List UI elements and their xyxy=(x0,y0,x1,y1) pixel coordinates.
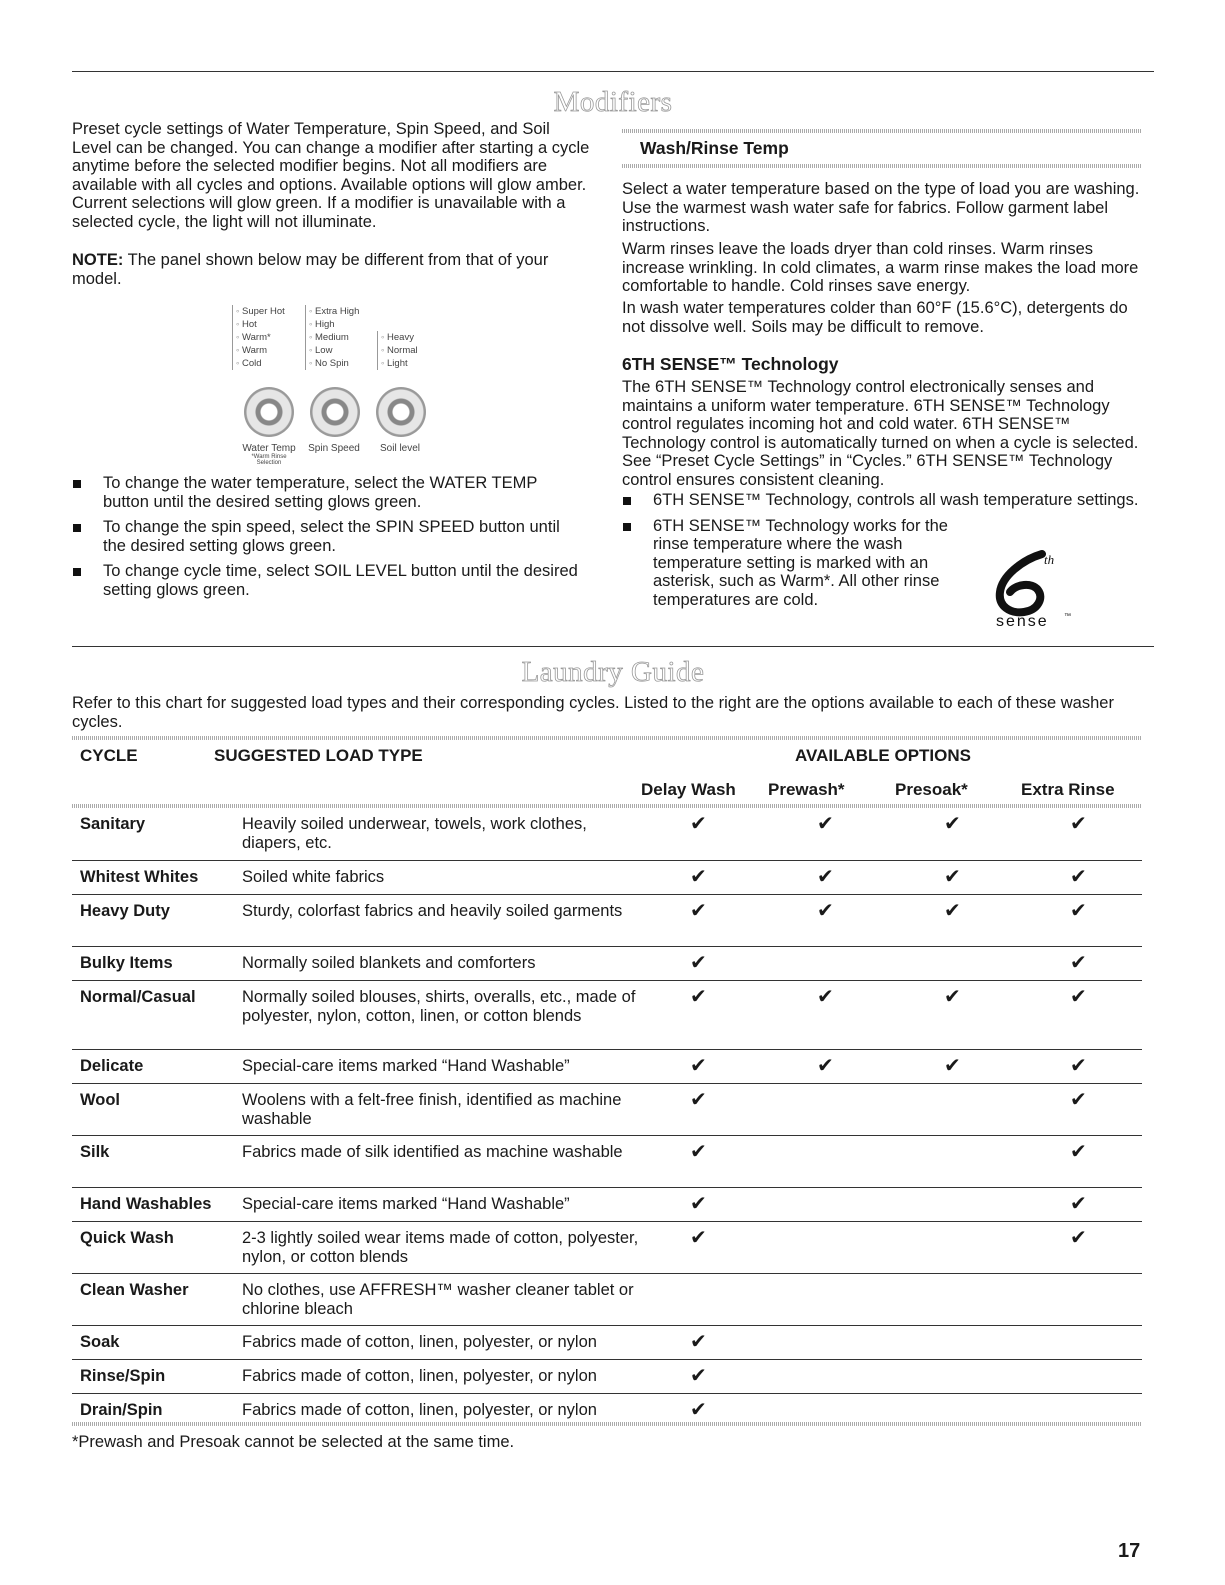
suggested-load: Woolens with a felt-free finish, identified as machine washable xyxy=(242,1091,622,1128)
checkmark-icon: ✔ xyxy=(1070,866,1087,888)
checkmark-icon: ✔ xyxy=(690,1055,707,1077)
suggested-load: Fabrics made of cotton, linen, polyester, or nylon xyxy=(242,1367,597,1385)
checkmark-icon: ✔ xyxy=(690,866,707,888)
checkmark-icon: ✔ xyxy=(817,866,834,888)
wash-rinse-p1: Select a water temperature based on the type of load you are washing. Use the warmest wash water safe for fabrics. Follow garment label instructions. xyxy=(622,180,1140,235)
table-row xyxy=(72,1359,1142,1394)
suggested-load: No clothes, use AFFRESH™ washer cleaner tablet or chlorine bleach xyxy=(242,1281,634,1318)
checkmark-icon: ✔ xyxy=(1070,1089,1087,1111)
table-row xyxy=(72,1135,1142,1188)
laundry-guide-intro: Refer to this chart for suggested load types and their corresponding cycles. Listed to the right are the options available to each of these washer cycles. xyxy=(72,694,1114,731)
laundry-guide-rule xyxy=(72,646,1154,647)
cycle-name: Sanitary xyxy=(80,815,146,833)
checkmark-icon: ✔ xyxy=(817,900,834,922)
checkmark-icon: ✔ xyxy=(817,1055,834,1077)
col-header-cycle: CYCLE xyxy=(80,746,138,765)
option-extra-rinse: Extra Rinse xyxy=(1021,780,1115,799)
suggested-load: Sturdy, colorfast fabrics and heavily soiled garments xyxy=(242,902,623,920)
laundry-guide-heading: Laundry Guide xyxy=(521,656,705,688)
cycle-name: Silk xyxy=(80,1143,110,1161)
checkmark-icon: ✔ xyxy=(1070,1227,1087,1249)
suggested-load: Special-care items marked “Hand Washable” xyxy=(242,1195,570,1213)
cycle-name: Bulky Items xyxy=(80,954,173,972)
suggested-load: Fabrics made of cotton, linen, polyester, or nylon xyxy=(242,1333,597,1351)
cycle-name: Soak xyxy=(80,1333,120,1351)
sixth-sense-p1: The 6TH SENSE™ Technology control electronically senses and maintains a uniform water temperature. 6TH SENSE™ Technology control regulates incoming hot and cold water. 6TH SENSE™ Technology control is automatically turned on when a cycle is selected. See “Preset Cycle Settings” in “Cycles.” 6TH SENSE™ Technology control ensures consistent cleaning. xyxy=(622,378,1139,489)
table-row xyxy=(72,1083,1142,1136)
modifiers-note xyxy=(72,251,592,288)
cycle-name: Whitest Whites xyxy=(80,868,199,886)
level-item: ◦ Low xyxy=(309,344,359,357)
checkmark-icon: ✔ xyxy=(944,1055,961,1077)
bullet-item: To change the water temperature, select the WATER TEMP button until the desired setting glows green. xyxy=(72,474,587,511)
section-divider xyxy=(622,129,1142,133)
col-header-options: AVAILABLE OPTIONS xyxy=(795,746,971,765)
checkmark-icon: ✔ xyxy=(944,986,961,1008)
soil-levels xyxy=(377,331,418,370)
wash-rinse-p3: In wash water temperatures colder than 60°F (15.6°C), detergents do not dissolve well. Soils may be difficult to remove. xyxy=(622,299,1128,336)
top-rule xyxy=(72,71,1154,72)
table-row xyxy=(72,946,1142,981)
level-item: ◦ Cold xyxy=(236,357,285,370)
bullet-item: 6TH SENSE™ Technology, controls all wash temperature settings. xyxy=(622,491,1143,510)
level-item: ◦ Super Hot xyxy=(236,305,285,318)
checkmark-icon: ✔ xyxy=(690,813,707,835)
cycle-name: Normal/Casual xyxy=(80,988,196,1006)
water-temp-label-text: Water Temp xyxy=(242,443,296,454)
level-item: ◦ No Spin xyxy=(309,357,359,370)
spin-speed-levels xyxy=(305,305,359,370)
table-row xyxy=(72,808,1142,860)
cycle-name: Rinse/Spin xyxy=(80,1367,166,1385)
wash-rinse-p2: Warm rinses leave the loads dryer than cold rinses. Warm rinses increase wrinkling. In cold climates, a warm rinse makes the load more comfortable to handle. Cold rinses save energy. xyxy=(622,240,1139,295)
checkmark-icon: ✔ xyxy=(690,986,707,1008)
checkmark-icon: ✔ xyxy=(690,1365,707,1387)
cycle-name: Drain/Spin xyxy=(80,1401,163,1419)
logo-th: th xyxy=(1044,552,1055,567)
cycle-name: Hand Washables xyxy=(80,1195,212,1213)
checkmark-icon: ✔ xyxy=(1070,986,1087,1008)
checkmark-icon: ✔ xyxy=(690,1089,707,1111)
checkmark-icon: ✔ xyxy=(1070,813,1087,835)
warm-rinse-note: *Warm Rinse Selection xyxy=(251,454,287,466)
checkmark-icon: ✔ xyxy=(690,1331,707,1353)
checkmark-icon: ✔ xyxy=(1070,952,1087,974)
bullet-item: To change the spin speed, select the SPIN SPEED button until the desired setting glows green. xyxy=(72,518,587,555)
level-item: ◦ Hot xyxy=(236,318,285,331)
logo-tm: ™ xyxy=(1064,613,1071,620)
control-panel-illustration xyxy=(232,305,462,466)
soil-level-label: Soil level xyxy=(379,443,421,454)
checkmark-icon: ✔ xyxy=(944,866,961,888)
suggested-load: Special-care items marked “Hand Washable” xyxy=(242,1057,570,1075)
table-row xyxy=(72,1273,1142,1326)
table-top-divider xyxy=(72,736,1142,740)
checkmark-icon: ✔ xyxy=(690,952,707,974)
note-text: The panel shown below may be different from that of your model. xyxy=(72,251,549,288)
suggested-load: Fabrics made of cotton, linen, polyester, or nylon xyxy=(242,1401,597,1419)
checkmark-icon: ✔ xyxy=(690,1227,707,1249)
level-item: ◦ Warm* xyxy=(236,331,285,344)
cycle-name: Clean Washer xyxy=(80,1281,189,1299)
level-item: ◦ Warm xyxy=(236,344,285,357)
cycle-name: Quick Wash xyxy=(80,1229,174,1247)
level-item: ◦ Medium xyxy=(309,331,359,344)
sixth-sense-logo-icon xyxy=(980,546,1076,628)
water-temp-levels xyxy=(232,305,285,370)
spin-speed-label: Spin Speed xyxy=(308,443,360,454)
checkmark-icon: ✔ xyxy=(690,1193,707,1215)
cycle-name: Delicate xyxy=(80,1057,144,1075)
logo-word: sense xyxy=(996,613,1049,628)
option-delay-wash: Delay Wash xyxy=(641,780,736,799)
water-temp-label xyxy=(239,443,299,466)
checkmark-icon: ✔ xyxy=(690,1399,707,1421)
cycle-name: Wool xyxy=(80,1091,121,1109)
suggested-load: 2-3 lightly soiled wear items made of cotton, polyester, nylon, or cotton blends xyxy=(242,1229,639,1266)
option-presoak: Presoak* xyxy=(895,780,968,799)
checkmark-icon: ✔ xyxy=(690,900,707,922)
sixth-sense-title: 6TH SENSE™ Technology xyxy=(622,354,839,374)
level-item: ◦ Normal xyxy=(381,344,418,357)
suggested-load: Heavily soiled underwear, towels, work clothes, diapers, etc. xyxy=(242,815,587,852)
table-bottom-divider xyxy=(72,1422,1142,1426)
modifiers-intro: Preset cycle settings of Water Temperature, Spin Speed, and Soil Level can be changed. You can change a modifier after starting a cycle anytime before the selected modifier begins. Not all modifiers are available with all cycles and options. Available options will glow amber. Current selections will glow green. If a modifier is unavailable with a selected cycle, the light will not illuminate. xyxy=(72,120,590,231)
suggested-load: Normally soiled blankets and comforters xyxy=(242,954,536,972)
checkmark-icon: ✔ xyxy=(944,813,961,835)
table-row xyxy=(72,1221,1142,1274)
level-item: ◦ Heavy xyxy=(381,331,418,344)
suggested-load: Normally soiled blouses, shirts, overalls, etc., made of polyester, nylon, cotton, linen, or cotton blends xyxy=(242,988,636,1025)
table-row xyxy=(72,1049,1142,1084)
note-label: NOTE: xyxy=(72,251,124,269)
level-item: ◦ Light xyxy=(381,357,418,370)
table-row xyxy=(72,1325,1142,1360)
table-row xyxy=(72,1187,1142,1222)
col-header-load: SUGGESTED LOAD TYPE xyxy=(214,746,423,765)
section-divider xyxy=(622,164,1142,168)
table-row xyxy=(72,860,1142,895)
checkmark-icon: ✔ xyxy=(944,900,961,922)
level-item: ◦ Extra High xyxy=(309,305,359,318)
checkmark-icon: ✔ xyxy=(817,813,834,835)
bullet-item: 6TH SENSE™ Technology works for the rinse temperature where the wash temperature setting is marked with an asterisk, such as Warm*. All other rinse temperatures are cold. xyxy=(622,517,958,610)
modifier-bullets xyxy=(72,474,587,599)
checkmark-icon: ✔ xyxy=(1070,900,1087,922)
checkmark-icon: ✔ xyxy=(1070,1193,1087,1215)
suggested-load: Fabrics made of silk identified as machine washable xyxy=(242,1143,623,1161)
bullet-item: To change cycle time, select SOIL LEVEL button until the desired setting glows green. xyxy=(72,562,587,599)
checkmark-icon: ✔ xyxy=(1070,1141,1087,1163)
level-item: ◦ High xyxy=(309,318,359,331)
suggested-load: Soiled white fabrics xyxy=(242,868,385,886)
cycle-name: Heavy Duty xyxy=(80,902,170,920)
option-prewash: Prewash* xyxy=(768,780,845,799)
footnote: *Prewash and Presoak cannot be selected at the same time. xyxy=(72,1433,515,1451)
wash-rinse-title: Wash/Rinse Temp xyxy=(640,138,789,158)
page-number: 17 xyxy=(1118,1540,1141,1562)
checkmark-icon: ✔ xyxy=(817,986,834,1008)
modifiers-heading: Modifiers xyxy=(553,86,673,118)
soil-level-knob-icon xyxy=(376,387,426,437)
water-temp-knob-icon xyxy=(244,387,294,437)
checkmark-icon: ✔ xyxy=(1070,1055,1087,1077)
table-row xyxy=(72,980,1142,1050)
spin-speed-knob-icon xyxy=(310,387,360,437)
checkmark-icon: ✔ xyxy=(690,1141,707,1163)
table-row xyxy=(72,894,1142,947)
